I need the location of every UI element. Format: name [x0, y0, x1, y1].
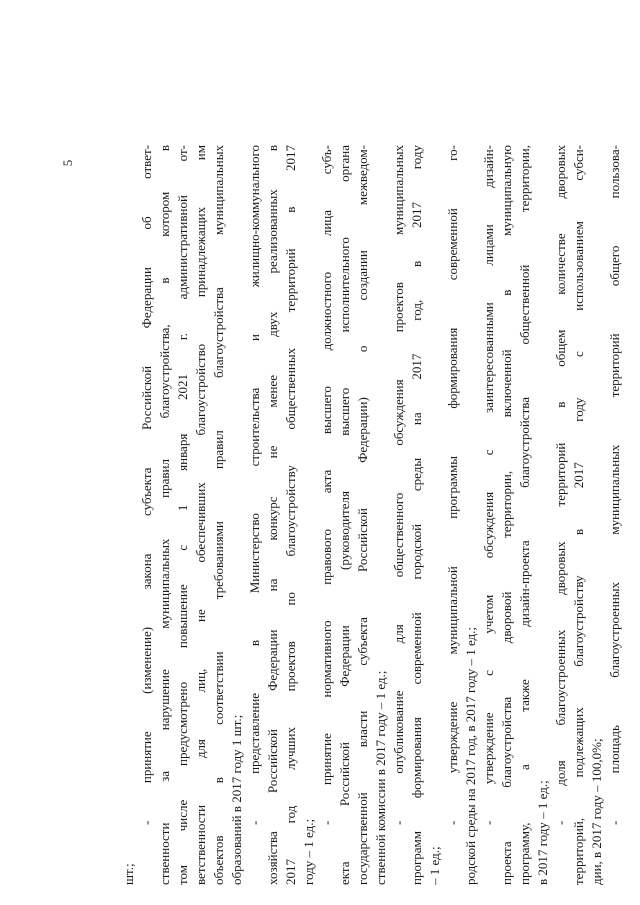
text-line: родской среды на 2017 год, в 2017 году – 1 ед.; [463, 626, 478, 885]
text-line: государственной власти субъекта Российской Федерации) о создании межведом- [355, 145, 370, 885]
text-line: 2017 год лучших проектов по благоустройству общественных территорий в 2017 [283, 145, 298, 885]
text-line: - опубликование для общественного обсуждения проектов муниципальных [391, 145, 406, 825]
text-line: объектов в соответствии требованиями правил благоустройства муниципальных [211, 145, 226, 885]
text-line: - принятие (изменение) закона субъекта Российской Федерации об ответ- [139, 145, 154, 825]
text-line: екта Российской Федерации (руководителя высшего исполнительного органа [337, 145, 352, 885]
document-body [120, 5, 622, 885]
text-line: дии, в 2017 году – 100,0%; [589, 738, 604, 885]
text-line: - площадь благоустроенных муниципальных территорий общего пользова- [607, 145, 622, 825]
text-line: – 1 ед.; [427, 846, 442, 885]
text-line: образований в 2017 году 1 шт.; [229, 714, 244, 885]
text-line: - утверждение с учетом обсуждения с заинтересованными лицами дизайн- [481, 145, 496, 825]
text-line: ственности за нарушение муниципальных правил благоустройства, в котором в [157, 145, 172, 885]
text-line: - принятие нормативного правового акта высшего должностного лица субъ- [319, 145, 334, 825]
text-line: шт.; [121, 863, 136, 885]
text-line: ственной комиссии в 2017 году – 1 ед.; [373, 670, 388, 885]
text-line: в 2017 году – 1 ед.; [535, 780, 550, 885]
page-number: 5 [60, 159, 75, 167]
text-line: году – 1 ед.; [301, 818, 316, 885]
text-line: - доля благоустроенных дворовых территорий в общем количестве дворовых [553, 145, 568, 825]
text-line: проекта благоустройства дворовой территории, включенной в муниципальную [499, 145, 514, 885]
text-line: - утверждение муниципальной программы формирования современной го- [445, 145, 460, 825]
text-line: программу, а также дизайн-проекта благоустройства общественной территории, [517, 145, 532, 885]
text-line: том числе предусмотрено повышение с 1 января 2021 г. административной от- [175, 145, 190, 885]
text-line: ветственности для лиц, не обеспечивших благоустройство принадлежащих им [193, 145, 208, 885]
text-line: хозяйства Российской Федерации на конкурс не менее двух реализованных в [265, 145, 280, 885]
text-line: территорий, подлежащих благоустройству в 2017 году с использованием субси- [571, 145, 586, 885]
text-line: программ формирования современной городской среды на 2017 год, в 2017 году [409, 145, 424, 885]
text-line: - представление в Министерство строительства и жилищно-коммунального [247, 145, 262, 825]
